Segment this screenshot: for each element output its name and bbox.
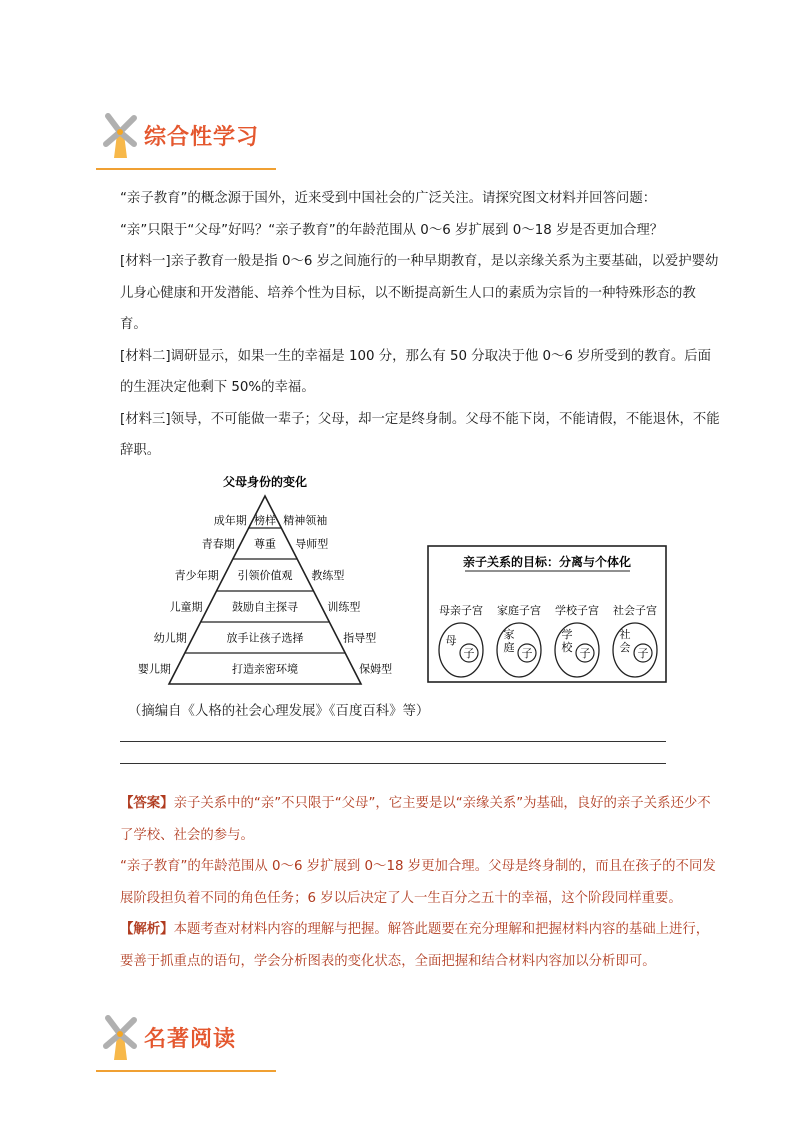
womb-label: 母亲子宫: [439, 604, 483, 617]
womb-label: 家庭子宫: [497, 604, 541, 617]
goal-title: 亲子关系的目标：分离与个体化: [462, 555, 632, 569]
heading-title: 综合性学习: [144, 125, 260, 150]
material-3: [材料三]领导，不可能做一辈子；父母，却一定是终身制。父母不能下岗，不能请假，不能退休，不能辞职。: [120, 411, 720, 458]
womb-inner-label: 家: [503, 628, 515, 641]
section-heading-2: [96, 1012, 276, 1072]
pyramid-level-label: 尊重: [254, 537, 276, 551]
answer-para-1: [120, 788, 720, 851]
pyramid-diagram: [138, 474, 392, 684]
pyramid-right-label: 教练型: [311, 569, 345, 582]
windmill-icon: [100, 110, 140, 162]
pyramid-right-label: 导师型: [295, 537, 329, 551]
material-2: [材料二]调研显示，如果一生的幸福是 100 分，那么有 50 分取决于他 0～6 岁所受到的教育。后面的生涯决定他剩下 50%的幸福。: [120, 348, 712, 395]
answer-line-2: [120, 763, 666, 764]
child-label: 子: [579, 647, 591, 660]
analysis-text: 本题考查对材料内容的理解与把握。解答此题要在充分理解和把握材料内容的基础上进行，要善于抓重点的语句，学会分析图表的变化状态，全面把握和结合材料内容加以分析即可。: [120, 922, 710, 969]
answer-tag: 【答案】: [120, 796, 174, 811]
pyramid-right-label: 精神领袖: [283, 514, 328, 527]
pyramid-left-label: 青少年期: [174, 569, 219, 582]
womb-label: 社会子宫: [613, 604, 657, 617]
analysis-para: [120, 914, 720, 977]
question-block: [120, 183, 720, 467]
windmill-icon: [100, 1012, 140, 1064]
womb-inner-label: 社: [619, 628, 631, 641]
womb-inner-label: 会: [619, 641, 631, 654]
pyramid-level-label: 放手让孩子选择: [226, 631, 304, 645]
pyramid-left-label: 婴儿期: [137, 662, 171, 676]
material-1: [材料一]亲子教育一般是指 0～6 岁之间施行的一种早期教育，是以亲缘关系为主要基础，以爱护婴幼儿身心健康和开发潜能、培养个性为目标，以不断提高新生人口的素质为宗旨的一种特殊形态的教育。: [120, 254, 719, 332]
answer-text-1: 亲子关系中的“亲”不只限于“父母”，它主要是以“亲缘关系”为基础，良好的亲子关系还少不了学校、社会的参与。: [120, 796, 711, 843]
question-intro: “亲子教育”的概念源于国外，近来受到中国社会的广泛关注。请探究图文材料并回答问题：: [120, 191, 657, 206]
pyramid-left-label: 幼儿期: [153, 631, 187, 645]
pyramid-left-label: 青春期: [201, 537, 235, 551]
pyramid-title: 父母身份的变化: [222, 475, 308, 489]
section-heading-1: [96, 110, 276, 170]
goal-box-diagram: [428, 546, 666, 682]
pyramid-right-label: 训练型: [327, 600, 361, 614]
analysis-tag: 【解析】: [120, 922, 174, 937]
child-label: 子: [521, 647, 533, 660]
heading-underline: [96, 1070, 276, 1072]
pyramid-level-label: 鼓励自主探寻: [232, 600, 298, 614]
heading-underline: [96, 168, 276, 170]
womb-inner-label: 庭: [503, 641, 515, 654]
womb-inner-label: 母: [445, 634, 457, 647]
pyramid-left-label: 成年期: [213, 514, 247, 527]
answer-line-1: [120, 741, 666, 742]
answer-block: [120, 788, 720, 977]
pyramid-level-label: 打造亲密环境: [232, 662, 298, 676]
figure: [115, 472, 675, 692]
source-note: （摘编自《人格的社会心理发展》《百度百科》等）: [128, 704, 430, 719]
heading-title: 名著阅读: [144, 1027, 237, 1052]
question-text: “亲”只限于“父母”好吗？“亲子教育”的年龄范围从 0～6 岁扩展到 0～18 岁是否更加合理？: [120, 222, 664, 238]
womb-label: 学校子宫: [555, 604, 599, 617]
pyramid-right-label: 保姆型: [359, 662, 393, 676]
pyramid-level-label: 引领价值观: [237, 569, 293, 582]
womb-inner-label: 学: [561, 628, 573, 641]
pyramid-left-label: 儿童期: [169, 600, 203, 614]
child-label: 子: [637, 647, 649, 660]
child-label: 子: [463, 647, 475, 660]
answer-text-2: “亲子教育”的年龄范围从 0～6 岁扩展到 0～18 岁更加合理。父母是终身制的，而且在孩子的不同发展阶段担负着不同的角色任务；6 岁以后决定了人一生百分之五十的幸福，这个阶段同样重要。: [120, 859, 716, 906]
pyramid-level-label: 榜样: [254, 514, 276, 527]
pyramid-right-label: 指导型: [343, 631, 377, 645]
womb-inner-label: 校: [561, 641, 573, 654]
